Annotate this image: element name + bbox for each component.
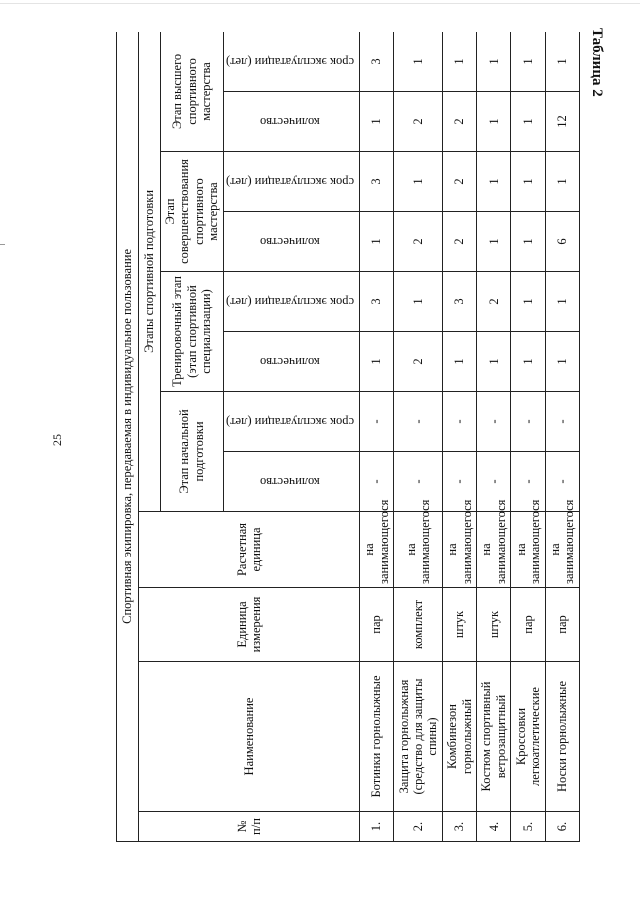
row-calc-unit: на занимающегося — [443, 512, 477, 588]
row-calc-unit: на занимающегося — [359, 512, 393, 588]
cell-value: 12 — [545, 92, 579, 152]
cell-value: 3 — [359, 32, 393, 92]
cell-value: 1 — [394, 272, 443, 332]
row-calc-unit: на занимающегося — [394, 512, 443, 588]
row-name: Ботинки горнолыжные — [359, 662, 393, 812]
cell-value: 1 — [477, 152, 511, 212]
cell-value: 1 — [511, 332, 545, 392]
table-row — [511, 32, 545, 842]
cell-value: 1 — [394, 32, 443, 92]
cell-value: - — [443, 452, 477, 512]
header-term: срок эксплуатации (лет) — [223, 152, 359, 212]
row-calc-unit: на занимающегося — [545, 512, 579, 588]
cell-value: - — [511, 452, 545, 512]
row-unit: штук — [443, 588, 477, 662]
header-stages-group: Этапы спортивной подготовки — [139, 32, 161, 512]
cell-value: - — [545, 392, 579, 452]
cell-value: 1 — [545, 272, 579, 332]
row-num: 6. — [545, 812, 579, 842]
header-qty: количество — [223, 212, 359, 272]
row-calc-unit: на занимающегося — [511, 512, 545, 588]
row-name: Защита горнолыжная (средство для защиты спины) — [394, 662, 443, 812]
cell-value: 2 — [394, 92, 443, 152]
cell-value: 1 — [511, 212, 545, 272]
cell-value: 1 — [511, 272, 545, 332]
row-name: Носки горнолыжные — [545, 662, 579, 812]
row-unit: пар — [545, 588, 579, 662]
cell-value: 1 — [511, 152, 545, 212]
cell-value: 1 — [545, 332, 579, 392]
header-term: срок эксплуатации (лет) — [223, 32, 359, 92]
cell-value: - — [359, 452, 393, 512]
header-unit: Единица измерения — [139, 588, 360, 662]
page-number: 25 — [50, 434, 64, 446]
cell-value: 3 — [443, 272, 477, 332]
table-caption: Таблица 2 — [589, 28, 605, 97]
row-num: 2. — [394, 812, 443, 842]
cell-value: 1 — [359, 92, 393, 152]
cell-value: 1 — [477, 32, 511, 92]
cell-value: - — [394, 452, 443, 512]
header-name: Наименование — [139, 662, 360, 812]
cell-value: 1 — [443, 32, 477, 92]
cell-value: 1 — [477, 92, 511, 152]
cell-value: 2 — [477, 272, 511, 332]
cell-value: 2 — [394, 332, 443, 392]
cell-value: 2 — [443, 152, 477, 212]
cell-value: 6 — [545, 212, 579, 272]
table-row — [443, 32, 477, 842]
row-num: 4. — [477, 812, 511, 842]
row-num: 5. — [511, 812, 545, 842]
header-stage-initial: Этап начальной подготовки — [161, 392, 224, 512]
equipment-table — [116, 32, 580, 842]
cell-value: - — [394, 392, 443, 452]
cell-value: - — [443, 392, 477, 452]
header-calc-unit: Расчетная единица — [139, 512, 360, 588]
row-unit: пар — [511, 588, 545, 662]
table-row — [394, 32, 443, 842]
cell-value: - — [477, 392, 511, 452]
cell-value: 2 — [443, 212, 477, 272]
header-term: срок эксплуатации (лет) — [223, 272, 359, 332]
cell-value: 1 — [477, 212, 511, 272]
row-unit: комплект — [394, 588, 443, 662]
cell-value: 1 — [545, 32, 579, 92]
table-title: Спортивная экипировка, передаваемая в индивидуальное пользование — [117, 32, 139, 842]
header-stage-training: Тренировочный этап (этап спортивной специализации) — [161, 272, 224, 392]
cell-value: 1 — [359, 212, 393, 272]
header-term: срок эксплуатации (лет) — [223, 392, 359, 452]
cell-value: 1 — [477, 332, 511, 392]
cell-value: 1 — [545, 152, 579, 212]
row-name: Кроссовки легкоатлетические — [511, 662, 545, 812]
header-stage-higher: Этап высшего спортивного мастерства — [161, 32, 224, 152]
cell-value: 2 — [443, 92, 477, 152]
header-qty: количество — [223, 92, 359, 152]
cell-value: 3 — [359, 272, 393, 332]
table-row — [545, 32, 579, 842]
row-num: 1. — [359, 812, 393, 842]
scan-artifact-dash — [0, 244, 5, 245]
cell-value: 2 — [394, 212, 443, 272]
row-unit: пар — [359, 588, 393, 662]
table-row — [477, 32, 511, 842]
cell-value: - — [545, 452, 579, 512]
table-row — [359, 32, 393, 842]
cell-value: 1 — [511, 32, 545, 92]
row-unit: штук — [477, 588, 511, 662]
header-stage-improvement: Этап совершенствования спортивного мастерства — [161, 152, 224, 272]
header-qty: количество — [223, 452, 359, 512]
header-qty: количество — [223, 332, 359, 392]
cell-value: 1 — [443, 332, 477, 392]
row-num: 3. — [443, 812, 477, 842]
cell-value: - — [477, 452, 511, 512]
cell-value: 3 — [359, 152, 393, 212]
cell-value: 1 — [511, 92, 545, 152]
cell-value: - — [359, 392, 393, 452]
row-name: Комбинезон горнолыжный — [443, 662, 477, 812]
row-name: Костюм спортивный ветрозащитный — [477, 662, 511, 812]
cell-value: 1 — [394, 152, 443, 212]
header-num: № п/п — [139, 812, 360, 842]
scan-artifact-line — [0, 3, 640, 4]
cell-value: - — [511, 392, 545, 452]
cell-value: 1 — [359, 332, 393, 392]
table-rotation-frame — [116, 32, 580, 842]
row-calc-unit: на занимающегося — [477, 512, 511, 588]
